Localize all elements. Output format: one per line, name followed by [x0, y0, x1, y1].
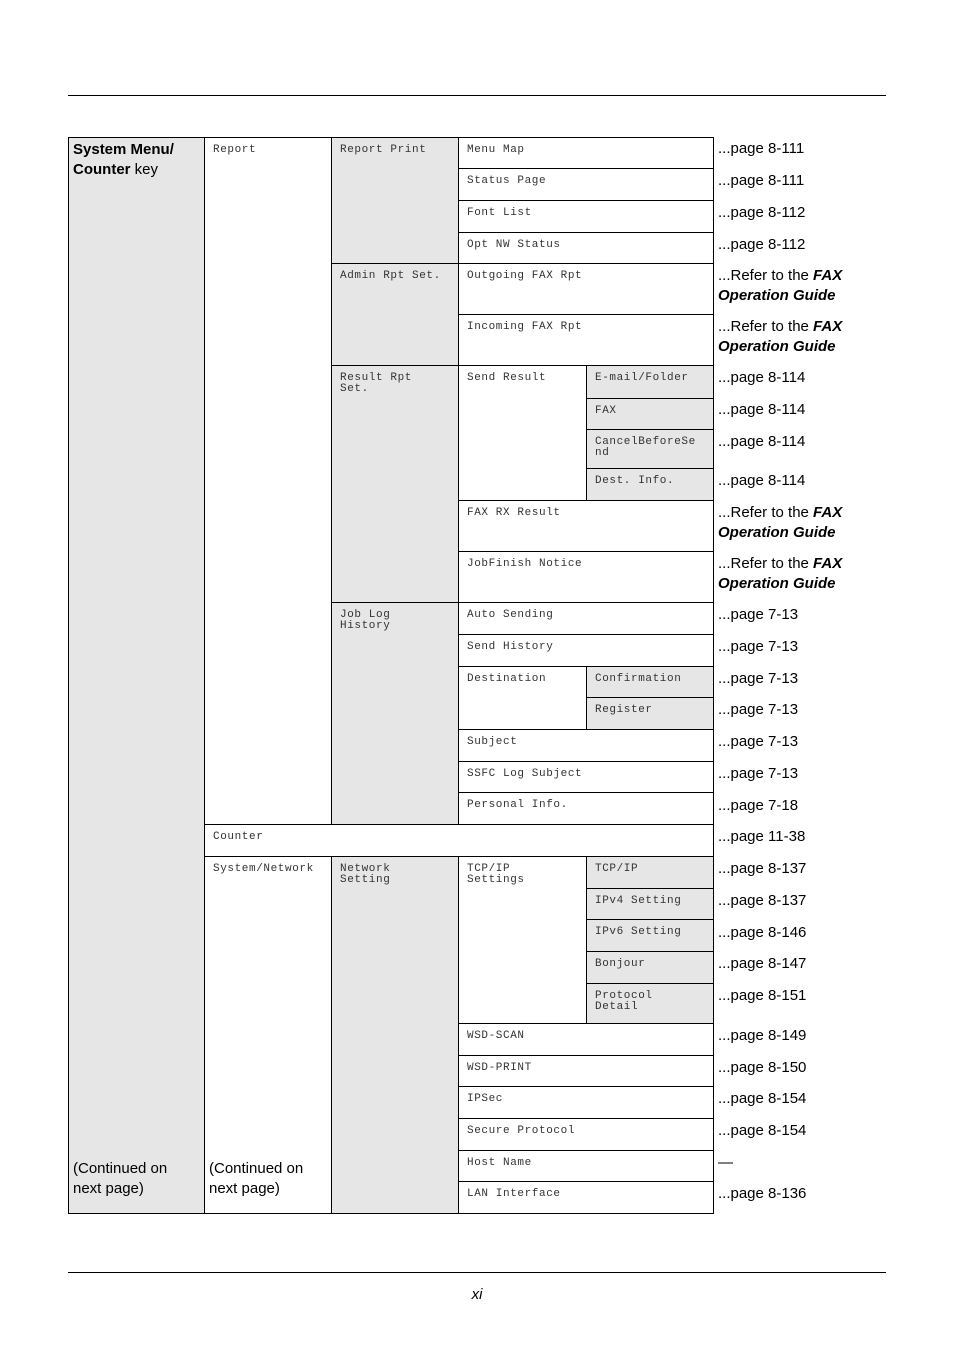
menu-report: Report — [204, 137, 332, 825]
ref-auto-sending: ...page 7-13 — [718, 606, 799, 623]
ref-fax: ...page 8-114 — [718, 401, 806, 418]
ref-jobfinish-notice — [718, 554, 842, 594]
menu-dest-info: Dest. Info. — [586, 468, 714, 501]
menu-font-list: Font List — [458, 200, 714, 233]
ref-personal-info: ...page 7-18 — [718, 797, 799, 814]
menu-protocol-detail: Protocol Detail — [586, 983, 714, 1024]
col1-continued-note: (Continued on next page) — [73, 1160, 168, 1197]
menu-system-network: System/Network — [204, 856, 332, 1214]
menu-send-history: Send History — [458, 634, 714, 667]
ref-ssfc-log-subject: ...page 7-13 — [718, 765, 799, 782]
ref-send-history: ...page 7-13 — [718, 638, 799, 655]
ref-fax: FAX — [813, 267, 843, 284]
menu-register: Register — [586, 697, 714, 730]
ref-prefix: ...Refer to the — [718, 318, 814, 335]
menu-secure-protocol: Secure Protocol — [458, 1118, 714, 1151]
menu-counter: Counter — [204, 824, 714, 857]
menu-email-folder: E-mail/Folder — [586, 365, 714, 399]
ref-prefix: ...Refer to the — [718, 555, 814, 572]
menu-tcpip-settings: TCP/IP Settings — [458, 856, 587, 1024]
menu-lan-interface: LAN Interface — [458, 1181, 714, 1214]
footer-rule — [68, 1272, 886, 1273]
ref-tcpip: ...page 8-137 — [718, 860, 807, 877]
ref-register: ...page 7-13 — [718, 701, 799, 718]
menu-wsd-print: WSD-PRINT — [458, 1055, 714, 1087]
ref-prefix: ...Refer to the — [718, 504, 814, 521]
ref-incoming-fax-rpt — [718, 317, 842, 357]
menu-opt-nw-status: Opt NW Status — [458, 232, 714, 264]
ref-fax: FAX — [813, 555, 843, 572]
ref-subject: ...page 7-13 — [718, 733, 799, 750]
menu-fax-rx-result: FAX RX Result — [458, 500, 714, 552]
ref-wsd-scan: ...page 8-149 — [718, 1027, 807, 1044]
menu-ipsec: IPSec — [458, 1086, 714, 1119]
menu-admin-rpt-set: Admin Rpt Set. — [331, 263, 459, 366]
menu-result-rpt-set: Result Rpt Set. — [331, 365, 459, 603]
menu-ipv4-setting: IPv4 Setting — [586, 888, 714, 920]
menu-ipv6-setting: IPv6 Setting — [586, 919, 714, 952]
ref-ipv6-setting: ...page 8-146 — [718, 924, 807, 941]
menu-bonjour: Bonjour — [586, 951, 714, 984]
ref-menu-map: ...page 8-111 — [718, 140, 805, 157]
ref-bonjour: ...page 8-147 — [718, 955, 807, 972]
ref-ipsec: ...page 8-154 — [718, 1090, 807, 1107]
ref-protocol-detail: ...page 8-151 — [718, 987, 807, 1004]
ref-fax-rx-result — [718, 503, 842, 543]
ref-guide: Operation Guide — [718, 287, 836, 304]
menu-destination: Destination — [458, 666, 587, 730]
ref-fax: FAX — [813, 318, 843, 335]
ref-guide: Operation Guide — [718, 338, 836, 355]
menu-confirmation: Confirmation — [586, 666, 714, 698]
header-rule — [68, 95, 886, 96]
menu-outgoing-fax-rpt: Outgoing FAX Rpt — [458, 263, 714, 315]
page-number: xi — [471, 1286, 483, 1303]
key-label: key — [130, 161, 159, 178]
menu-job-log-history: Job Log History — [331, 602, 459, 825]
menu-tcpip: TCP/IP — [586, 856, 714, 889]
ref-outgoing-fax-rpt — [718, 266, 842, 306]
ref-prefix: ...Refer to the — [718, 267, 814, 284]
system-menu-counter-key-cell — [68, 137, 205, 1214]
ref-cancel-before-send: ...page 8-114 — [718, 433, 806, 450]
menu-personal-info: Personal Info. — [458, 792, 714, 825]
ref-opt-nw-status: ...page 8-112 — [718, 236, 806, 253]
ref-status-page: ...page 8-111 — [718, 172, 805, 189]
menu-subject: Subject — [458, 729, 714, 762]
menu-status-page: Status Page — [458, 168, 714, 201]
ref-guide: Operation Guide — [718, 575, 836, 592]
menu-host-name: Host Name — [458, 1150, 714, 1182]
menu-wsd-scan: WSD-SCAN — [458, 1023, 714, 1056]
ref-email-folder: ...page 8-114 — [718, 369, 806, 386]
system-menu-counter-title: System Menu/ Counter — [73, 141, 174, 178]
ref-font-list: ...page 8-112 — [718, 204, 806, 221]
ref-counter: ...page 11-38 — [718, 828, 806, 845]
menu-network-setting: Network Setting — [331, 856, 459, 1214]
menu-ssfc-log-subject: SSFC Log Subject — [458, 761, 714, 793]
menu-report-print: Report Print — [331, 137, 459, 264]
ref-guide: Operation Guide — [718, 524, 836, 541]
menu-incoming-fax-rpt: Incoming FAX Rpt — [458, 314, 714, 366]
ref-dest-info: ...page 8-114 — [718, 472, 806, 489]
ref-lan-interface: ...page 8-136 — [718, 1185, 807, 1202]
menu-jobfinish-notice: JobFinish Notice — [458, 551, 714, 603]
ref-host-name: — — [718, 1154, 733, 1171]
menu-fax: FAX — [586, 398, 714, 430]
menu-menu-map: Menu Map — [458, 137, 714, 169]
ref-secure-protocol: ...page 8-154 — [718, 1122, 807, 1139]
ref-ipv4-setting: ...page 8-137 — [718, 892, 807, 909]
menu-auto-sending: Auto Sending — [458, 602, 714, 635]
ref-wsd-print: ...page 8-150 — [718, 1059, 807, 1076]
menu-send-result: Send Result — [458, 365, 587, 502]
ref-confirmation: ...page 7-13 — [718, 670, 799, 687]
ref-fax: FAX — [813, 504, 843, 521]
col2-continued-note: (Continued on next page) — [209, 1160, 304, 1197]
menu-cancel-before-send: CancelBeforeSe nd — [586, 429, 714, 469]
